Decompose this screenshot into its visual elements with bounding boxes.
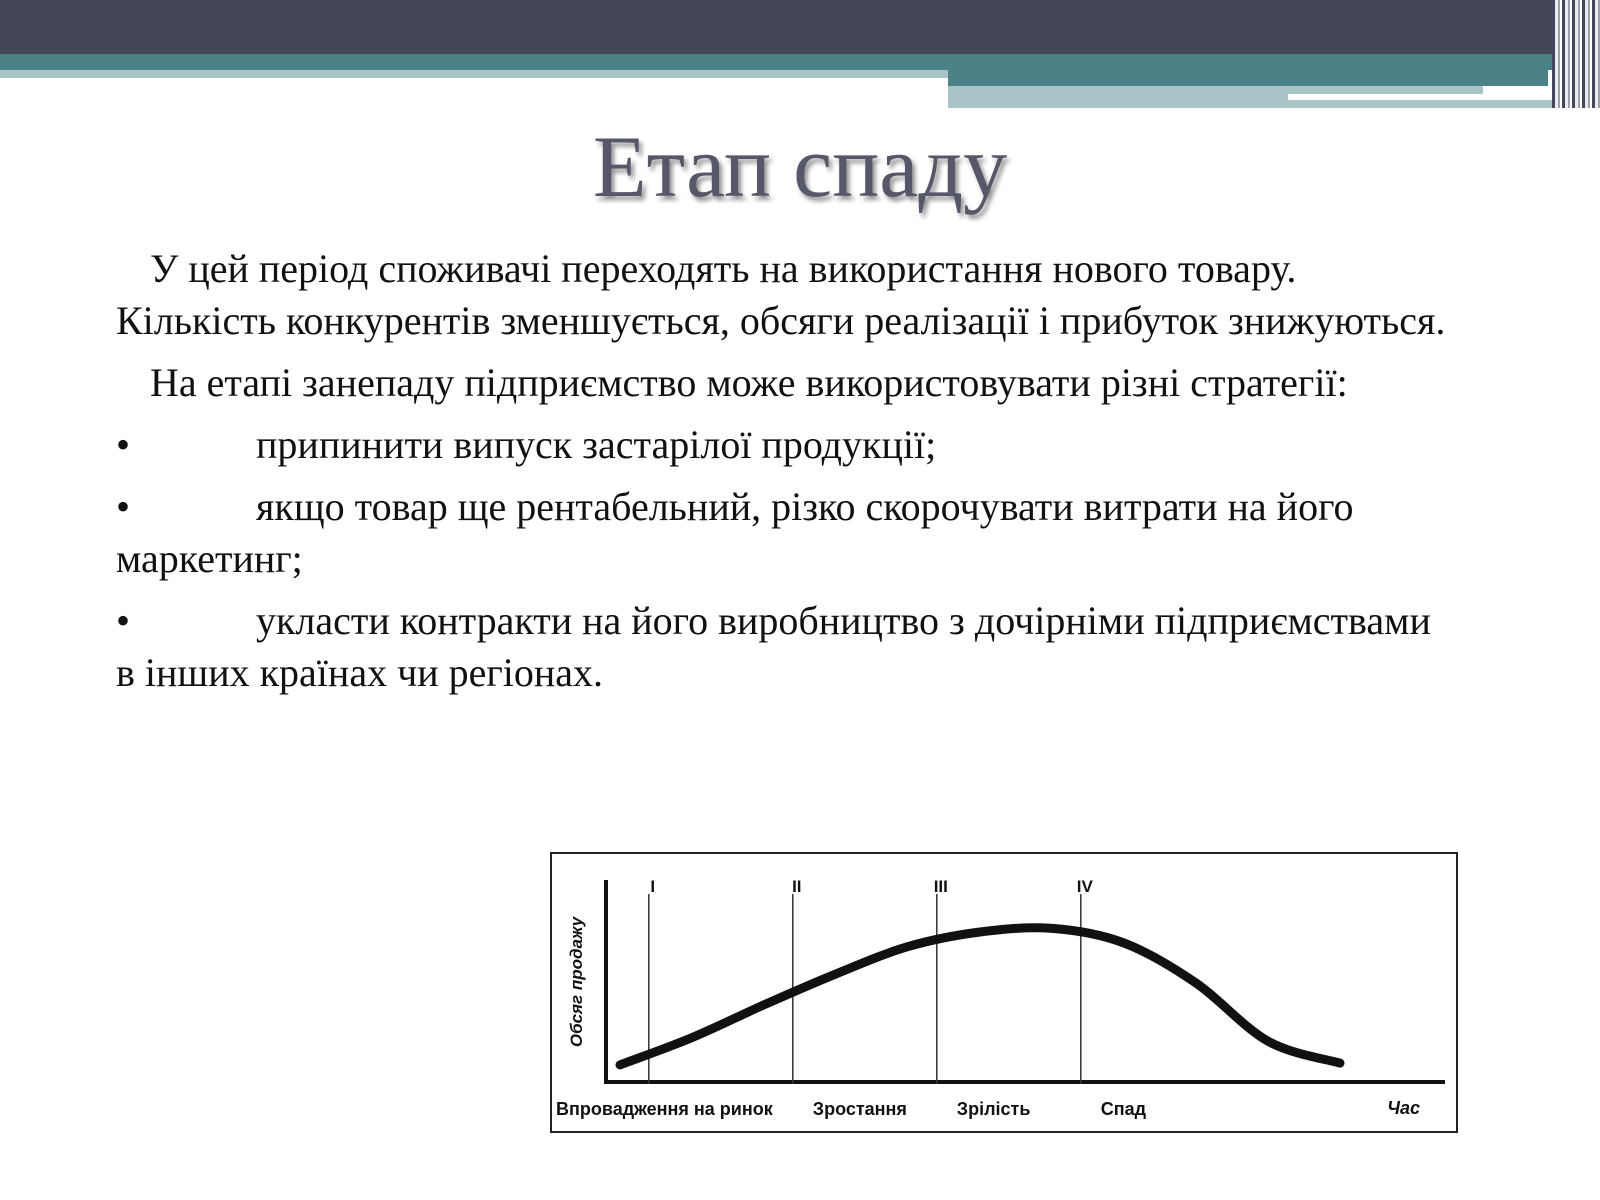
bullet-item [116,595,1456,699]
header-bar-light-right [948,86,1483,94]
header-bar-light [0,70,948,78]
stage-label: Впровадження на ринок [556,1099,773,1119]
header-bar-dark [0,0,1600,54]
stage-number: IV [1076,877,1093,896]
bullet-symbol: • [116,484,131,529]
y-axis-label: Обсяг продажу [567,916,586,1048]
paragraph-decline-description: У цей період споживачі переходять на використання нового товару. Кількість конкурентів зменшується, обсяги реалізації і прибуток знижуються. [116,246,1446,343]
chart-svg [550,852,1460,1134]
stage-label: Зростання [812,1099,907,1119]
stage-label: Спад [1100,1099,1147,1119]
header-bar-light-thin [1288,100,1558,108]
chart-frame [551,853,1457,1132]
product-life-cycle-chart [550,852,1460,1139]
stage-number: II [792,877,802,896]
bullet-symbol: • [116,598,131,643]
stage-label: Зрілість [956,1099,1031,1119]
stage-number: III [933,877,948,896]
header-bar-teal [0,54,1600,70]
header-bar-teal-right [948,70,1548,86]
header-bar-light-block [948,94,1288,108]
bullet-text: укласти контракти на його виробництво з дочірніми підприємствами в інших країнах чи регіонах. [116,598,1431,695]
bullet-item [116,419,1456,471]
header-corner-stripes [1552,0,1600,108]
bullet-symbol: • [116,422,131,467]
slide-title: Етап спаду [592,119,1008,216]
paragraph-strategies-intro: На етапі занепаду підприємство може використовувати різні стратегії: [150,360,1348,405]
stage-number: I [650,877,656,896]
bullet-text: якщо товар ще рентабельний, різко скорочувати витрати на його маркетинг; [116,484,1354,581]
slide-body [116,243,1456,709]
bullet-item [116,481,1456,585]
x-axis-label: Час [1387,1098,1420,1118]
bullet-text: припинити випуск застарілої продукції; [256,422,937,467]
